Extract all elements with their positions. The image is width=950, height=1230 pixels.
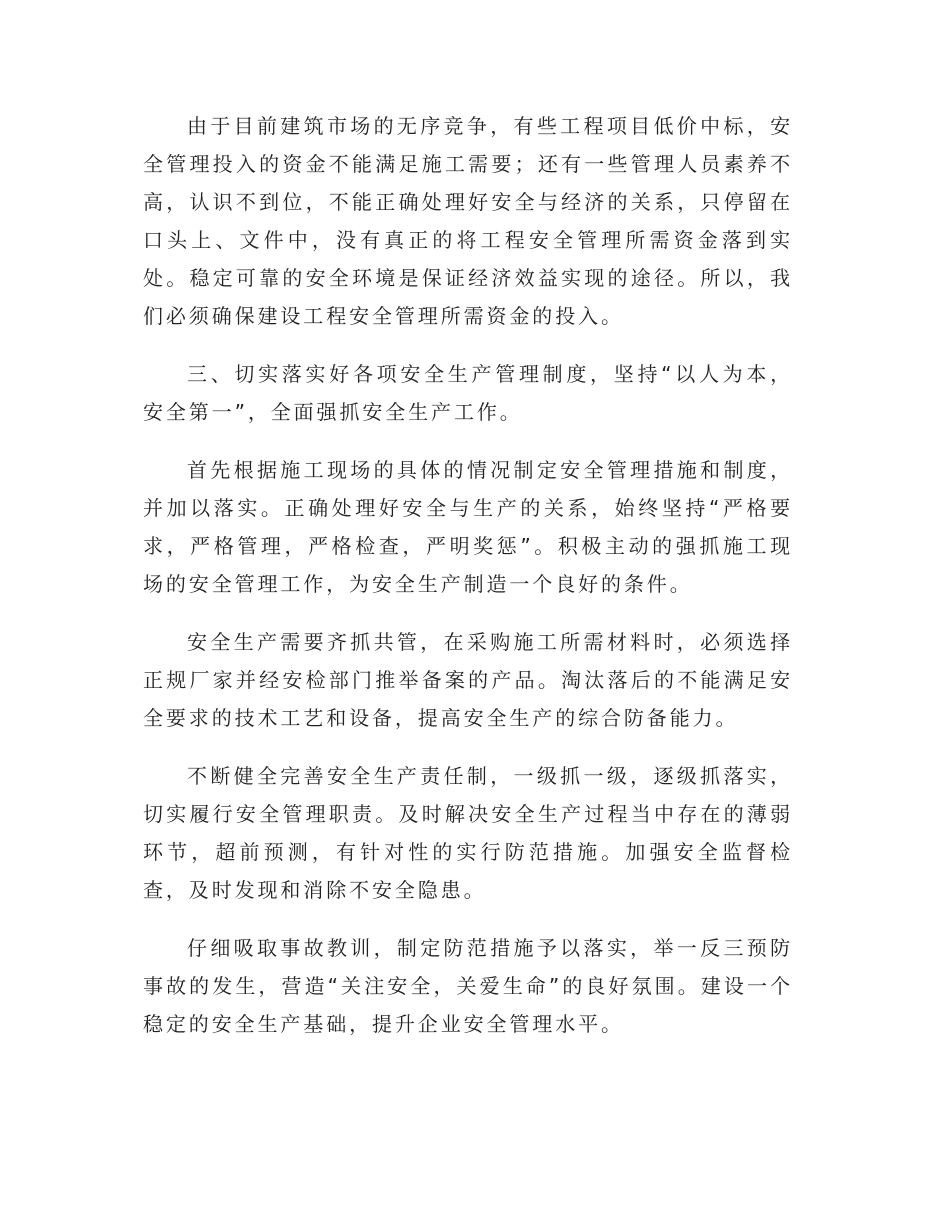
paragraph-material-procurement: 安全生产需要齐抓共管，在采购施工所需材料时，必须选择正规厂家并经安检部门推举备案的产品。淘汰落后的不能满足安全要求的技术工艺和设备，提高安全生产的综合防备能力。	[143, 630, 793, 730]
paragraph-accident-lessons: 仔细吸取事故教训，制定防范措施予以落实，举一反三预防事故的发生，营造“关注安全，关爱生命”的良好氛围。建设一个稳定的安全生产基础，提升企业安全管理水平。	[143, 936, 793, 1036]
document-body	[143, 107, 793, 1063]
paragraph-responsibility-system: 不断健全完善安全生产责任制，一级抓一级，逐级抓落实，切实履行安全管理职责。及时解决安全生产过程当中存在的薄弱环节，超前预测，有针对性的实行防范措施。加强安全监督检查，及时发现和消除不安全隐患。	[143, 764, 793, 902]
paragraph-management-measures: 首先根据施工现场的具体的情况制定安全管理措施和制度，并加以落实。正确处理好安全与生产的关系，始终坚持“严格要求，严格管理，严格检查，严明奖惩”。积极主动的强抓施工现场的安全管理工作，为安全生产制造一个良好的条件。	[143, 458, 793, 596]
paragraph-section-three-heading: 三、切实落实好各项安全生产管理制度，坚持“以人为本，安全第一”，全面强抓安全生产工作。	[143, 362, 793, 424]
paragraph-investment-funds: 由于目前建筑市场的无序竞争，有些工程项目低价中标，安全管理投入的资金不能满足施工需要；还有一些管理人员素养不高，认识不到位，不能正确处理好安全与经济的关系，只停留在口头上、文件中，没有真正的将工程安全管理所需资金落到实处。稳定可靠的安全环境是保证经济效益实现的途径。所以，我们必须确保建设工程安全管理所需资金的投入。	[143, 114, 793, 328]
